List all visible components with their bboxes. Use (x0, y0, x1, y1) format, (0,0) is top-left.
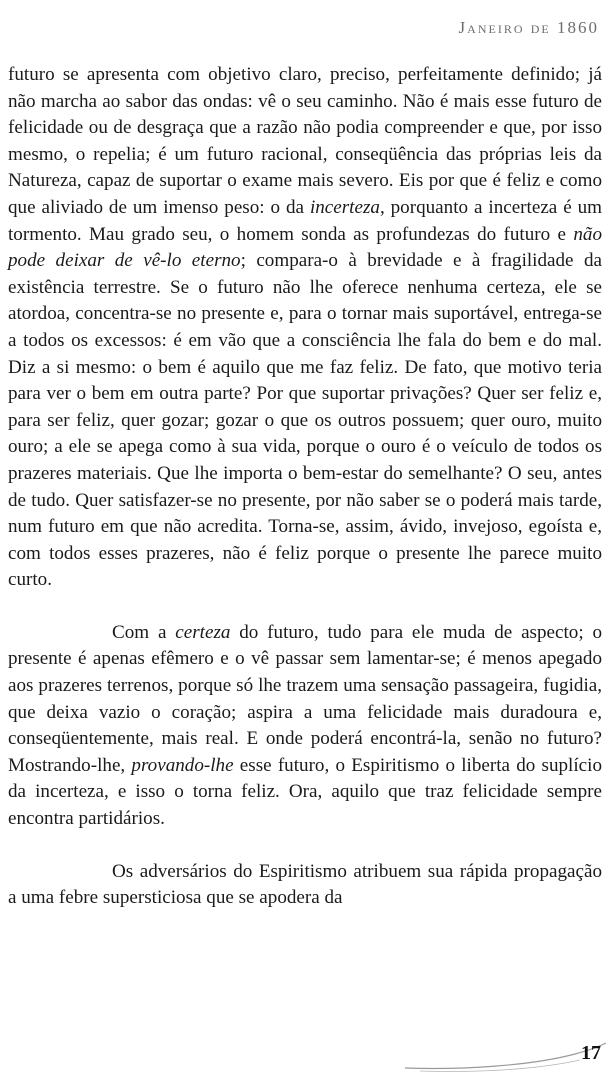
text-run: ; compara-o à brevidade e à fragilidade da existência terrestre. Se o futuro não lhe oferece nenhuma certeza, ele se atordoa, concentra-se no presente e, para o tornar mais suportável, entrega-se a todos os excessos: é em vão que a consciência lhe fala do bem e do mal. Diz a si mesmo: o bem é aquilo que me faz feliz. De fato, que motivo teria para ver o bem em outra parte? Por que suportar privações? Quer ser feliz e, para ser feliz, quer gozar; gozar o que os outros possuem; quer ouro, muito ouro; a ele se apega como à sua vida, porque o ouro é o veículo de todos os prazeres materiais. Que lhe importa o bem-estar do semelhante? O seu, antes de tudo. Quer satisfazer-se no presente, por não saber se o poderá mais tarde, num futuro em que não acredita. Torna-se, assim, ávido, invejoso, egoísta e, com todos esses prazeres, não é feliz porque o presente lhe parece muito curto. (8, 250, 602, 591)
emphasis-run: certeza (175, 621, 231, 643)
text-run: Com a (112, 621, 176, 643)
text-run: , porquanto a incerteza é um tormento. Mau grado seu, o homem sonda as profundezas do futuro e (8, 196, 602, 245)
text-run: Os adversários do Espiritismo atribuem sua rápida propagação a uma febre supersticiosa que se apodera da (8, 860, 602, 909)
emphasis-run: incerteza (309, 196, 380, 218)
paragraph-1 (8, 62, 602, 594)
footer-swash-ornament (400, 1040, 611, 1075)
running-header: Janeiro de 1860 (458, 18, 599, 37)
paragraph-3 (8, 859, 602, 912)
text-run: futuro se apresenta com objetivo claro, preciso, perfeitamente definido; já não marcha ao sabor das ondas: vê o seu caminho. Não é mais esse futuro de felicidade ou de desgraça que a razão não podia compreender e que, por isso mesmo, o repelia; é um futuro racional, conseqüência das próprias leis da Natureza, capaz de suportar o exame mais severo. Eis por que é feliz e como que aliviado de um imenso peso: o da (8, 64, 602, 218)
text-run: esse futuro, o Espiritismo o liberta do suplício da incerteza, e isso o torna feliz. Ora, aquilo que traz felicidade sempre encontra partidários. (8, 754, 602, 830)
paragraph-2 (8, 620, 602, 833)
page-number: 17 (581, 1042, 601, 1064)
body-text (8, 62, 602, 912)
emphasis-run: não pode deixar de vê-lo eterno (8, 223, 602, 272)
emphasis-run: provando-lhe (131, 754, 234, 776)
text-run: do futuro, tudo para ele muda de aspecto; o presente é apenas efêmero e o vê passar sem lamentar-se; é menos apegado aos prazeres terrenos, porque só lhe trazem uma sensação passageira, fugidia, que deixa vazio o coração; aspira a uma felicidade mais duradoura e, conseqüentemente, mais real. E onde poderá encontrá-la, senão no futuro? Mostrando-lhe, (8, 621, 603, 776)
